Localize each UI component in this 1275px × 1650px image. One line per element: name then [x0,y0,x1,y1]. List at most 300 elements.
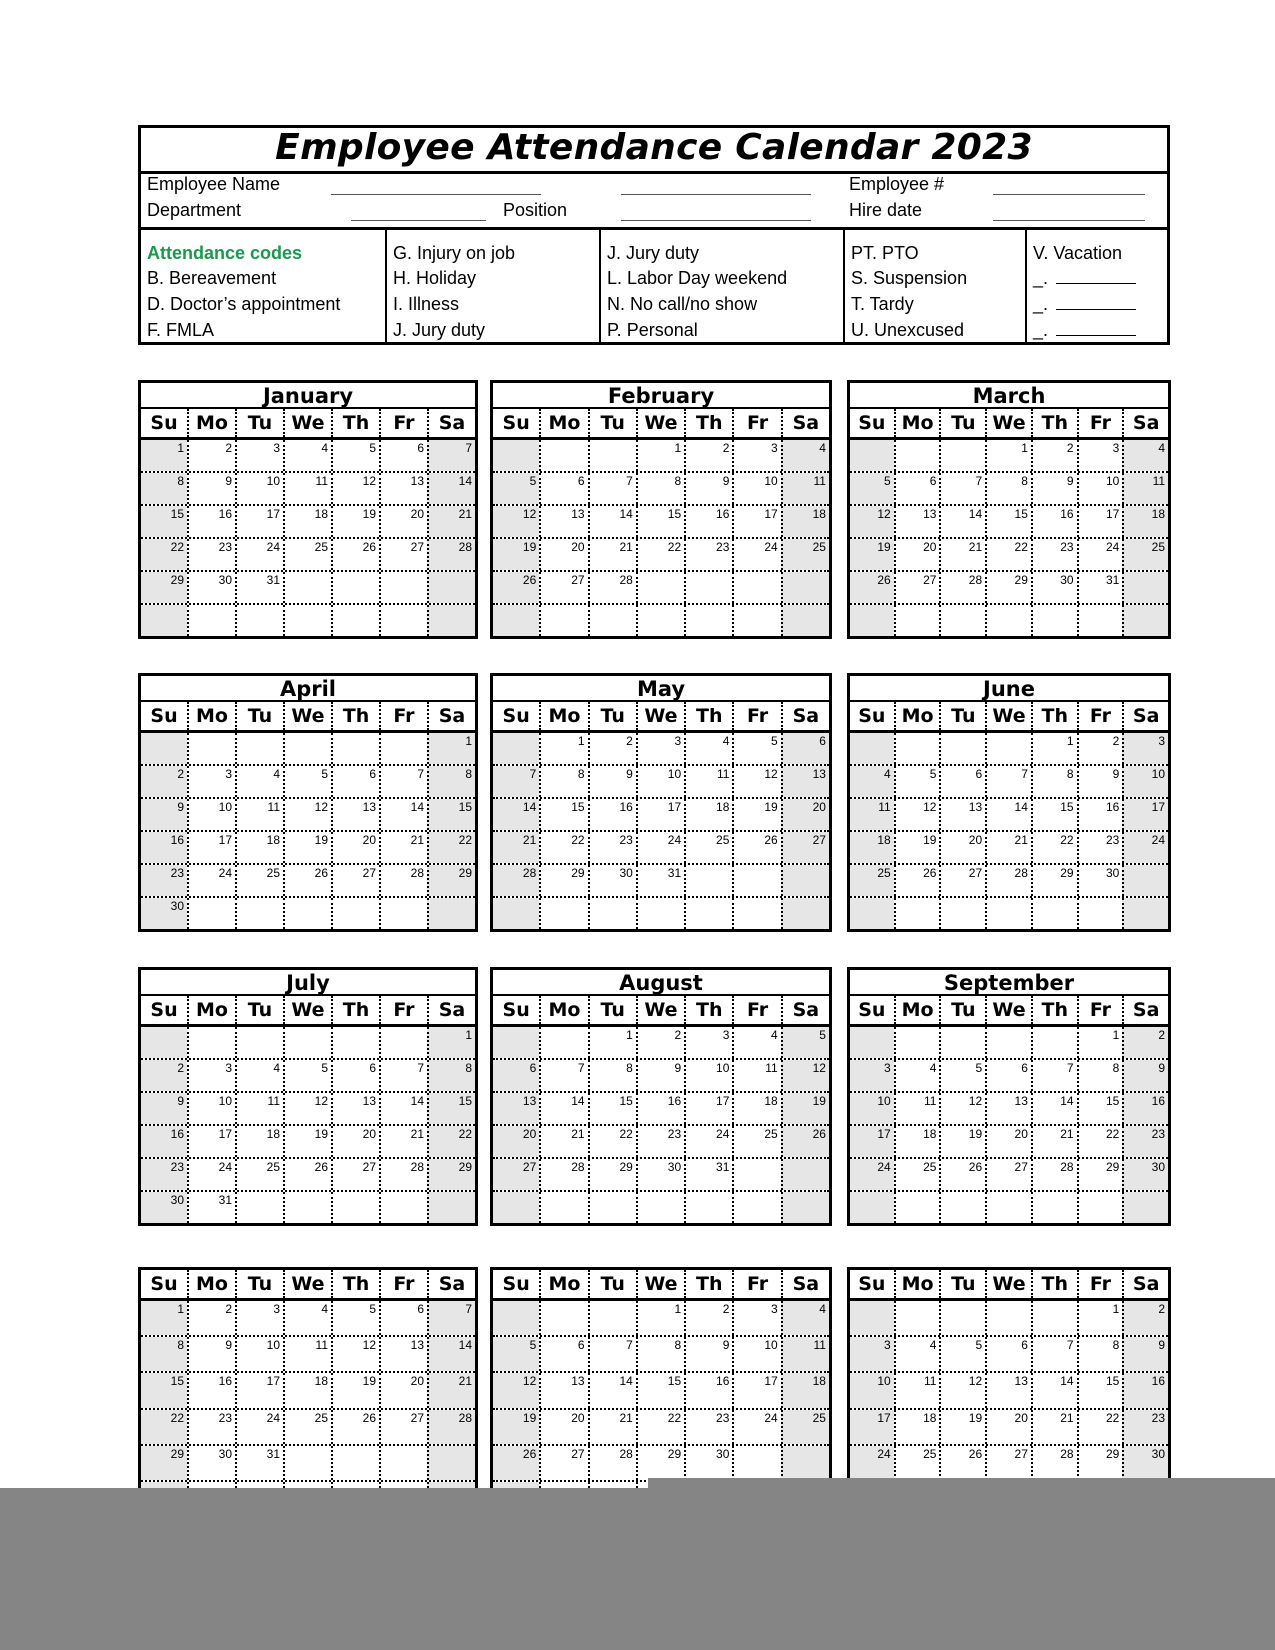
day-cell[interactable] [539,865,587,896]
day-cell[interactable] [187,865,235,896]
day-cell[interactable] [939,1060,985,1091]
day-cell[interactable] [1077,1060,1123,1091]
day-cell[interactable] [781,1301,829,1335]
day-cell[interactable] [636,1126,684,1157]
day-cell[interactable] [732,799,780,830]
day-cell[interactable] [850,733,894,764]
day-cell[interactable] [1031,1373,1077,1407]
day-cell[interactable] [894,572,940,603]
day-cell[interactable] [684,766,732,797]
day-cell[interactable] [1122,1126,1168,1157]
day-cell[interactable] [141,1337,187,1371]
day-cell[interactable] [781,1093,829,1124]
day-cell[interactable] [939,1027,985,1058]
day-cell[interactable] [539,1093,587,1124]
day-cell[interactable] [379,766,427,797]
day-cell[interactable] [939,799,985,830]
day-cell[interactable] [894,1060,940,1091]
day-cell[interactable] [235,506,283,537]
day-cell[interactable] [985,1337,1031,1371]
day-cell[interactable] [684,506,732,537]
day-cell[interactable] [985,1301,1031,1335]
day-cell[interactable] [636,799,684,830]
day-cell[interactable] [1077,1192,1123,1223]
day-cell[interactable] [1122,1060,1168,1091]
day-cell[interactable] [684,1373,732,1407]
day-cell[interactable] [1077,1093,1123,1124]
day-cell[interactable] [894,506,940,537]
day-cell[interactable] [331,1337,379,1371]
day-cell[interactable] [1122,1446,1168,1480]
day-cell[interactable] [427,605,475,636]
day-cell[interactable] [493,1446,539,1480]
day-cell[interactable] [141,1192,187,1223]
day-cell[interactable] [939,506,985,537]
day-cell[interactable] [781,1060,829,1091]
day-cell[interactable] [732,572,780,603]
day-cell[interactable] [939,473,985,504]
employee-number-line[interactable] [993,194,1145,195]
day-cell[interactable] [187,605,235,636]
day-cell[interactable] [187,832,235,863]
day-cell[interactable] [331,832,379,863]
day-cell[interactable] [894,1192,940,1223]
day-cell[interactable] [588,799,636,830]
day-cell[interactable] [141,539,187,570]
day-cell[interactable] [493,1192,539,1223]
day-cell[interactable] [894,865,940,896]
day-cell[interactable] [588,1159,636,1190]
day-cell[interactable] [141,506,187,537]
day-cell[interactable] [1077,832,1123,863]
day-cell[interactable] [1122,766,1168,797]
day-cell[interactable] [427,440,475,471]
day-cell[interactable] [1031,799,1077,830]
day-cell[interactable] [331,1126,379,1157]
day-cell[interactable] [235,1301,283,1335]
day-cell[interactable] [588,1446,636,1480]
day-cell[interactable] [283,898,331,929]
day-cell[interactable] [1031,1192,1077,1223]
day-cell[interactable] [781,1410,829,1444]
day-cell[interactable] [187,473,235,504]
day-cell[interactable] [539,539,587,570]
day-cell[interactable] [636,1410,684,1444]
day-cell[interactable] [141,1126,187,1157]
day-cell[interactable] [1077,799,1123,830]
day-cell[interactable] [283,733,331,764]
day-cell[interactable] [539,1027,587,1058]
day-cell[interactable] [539,1159,587,1190]
day-cell[interactable] [1031,1446,1077,1480]
day-cell[interactable] [331,799,379,830]
day-cell[interactable] [187,1446,235,1480]
day-cell[interactable] [187,1410,235,1444]
day-cell[interactable] [636,898,684,929]
day-cell[interactable] [1122,832,1168,863]
day-cell[interactable] [539,572,587,603]
day-cell[interactable] [539,440,587,471]
custom-code-line[interactable] [1056,269,1136,284]
day-cell[interactable] [684,865,732,896]
day-cell[interactable] [588,572,636,603]
day-cell[interactable] [636,605,684,636]
day-cell[interactable] [636,572,684,603]
day-cell[interactable] [493,605,539,636]
day-cell[interactable] [781,1337,829,1371]
day-cell[interactable] [493,832,539,863]
day-cell[interactable] [636,1027,684,1058]
day-cell[interactable] [187,539,235,570]
day-cell[interactable] [781,898,829,929]
day-cell[interactable] [732,1126,780,1157]
day-cell[interactable] [732,898,780,929]
day-cell[interactable] [939,1337,985,1371]
day-cell[interactable] [141,1446,187,1480]
day-cell[interactable] [283,605,331,636]
day-cell[interactable] [850,506,894,537]
day-cell[interactable] [894,1337,940,1371]
day-cell[interactable] [1031,766,1077,797]
day-cell[interactable] [588,832,636,863]
day-cell[interactable] [427,1301,475,1335]
day-cell[interactable] [379,605,427,636]
position-line[interactable] [621,220,811,221]
day-cell[interactable] [985,1373,1031,1407]
day-cell[interactable] [1031,832,1077,863]
day-cell[interactable] [141,1410,187,1444]
day-cell[interactable] [235,1337,283,1371]
day-cell[interactable] [493,799,539,830]
day-cell[interactable] [1122,1301,1168,1335]
day-cell[interactable] [1122,1373,1168,1407]
day-cell[interactable] [331,440,379,471]
day-cell[interactable] [732,766,780,797]
day-cell[interactable] [141,572,187,603]
day-cell[interactable] [331,733,379,764]
day-cell[interactable] [427,766,475,797]
day-cell[interactable] [283,506,331,537]
day-cell[interactable] [781,865,829,896]
day-cell[interactable] [850,1301,894,1335]
day-cell[interactable] [636,1337,684,1371]
day-cell[interactable] [1031,1093,1077,1124]
day-cell[interactable] [283,1337,331,1371]
day-cell[interactable] [684,1093,732,1124]
day-cell[interactable] [331,1027,379,1058]
day-cell[interactable] [235,733,283,764]
day-cell[interactable] [379,1446,427,1480]
day-cell[interactable] [939,1192,985,1223]
day-cell[interactable] [985,1410,1031,1444]
day-cell[interactable] [781,1192,829,1223]
day-cell[interactable] [732,865,780,896]
day-cell[interactable] [331,506,379,537]
day-cell[interactable] [850,865,894,896]
day-cell[interactable] [235,832,283,863]
day-cell[interactable] [939,572,985,603]
day-cell[interactable] [379,1301,427,1335]
day-cell[interactable] [187,1337,235,1371]
day-cell[interactable] [493,898,539,929]
day-cell[interactable] [588,1093,636,1124]
day-cell[interactable] [379,1192,427,1223]
day-cell[interactable] [636,865,684,896]
day-cell[interactable] [588,898,636,929]
day-cell[interactable] [379,1159,427,1190]
day-cell[interactable] [493,1373,539,1407]
day-cell[interactable] [235,898,283,929]
day-cell[interactable] [283,1446,331,1480]
day-cell[interactable] [588,1373,636,1407]
day-cell[interactable] [235,1027,283,1058]
day-cell[interactable] [732,832,780,863]
day-cell[interactable] [141,1093,187,1124]
day-cell[interactable] [283,799,331,830]
day-cell[interactable] [588,1060,636,1091]
day-cell[interactable] [1031,506,1077,537]
day-cell[interactable] [283,1301,331,1335]
day-cell[interactable] [894,832,940,863]
day-cell[interactable] [636,766,684,797]
day-cell[interactable] [427,898,475,929]
day-cell[interactable] [636,1301,684,1335]
day-cell[interactable] [141,1027,187,1058]
day-cell[interactable] [427,865,475,896]
day-cell[interactable] [379,1126,427,1157]
day-cell[interactable] [588,1126,636,1157]
day-cell[interactable] [636,1446,684,1480]
day-cell[interactable] [732,733,780,764]
day-cell[interactable] [684,1337,732,1371]
day-cell[interactable] [331,1301,379,1335]
day-cell[interactable] [235,1060,283,1091]
day-cell[interactable] [939,1093,985,1124]
day-cell[interactable] [427,1410,475,1444]
day-cell[interactable] [427,832,475,863]
day-cell[interactable] [588,766,636,797]
day-cell[interactable] [283,1192,331,1223]
day-cell[interactable] [141,766,187,797]
day-cell[interactable] [427,1446,475,1480]
day-cell[interactable] [850,605,894,636]
day-cell[interactable] [331,1446,379,1480]
day-cell[interactable] [283,1060,331,1091]
day-cell[interactable] [684,1301,732,1335]
day-cell[interactable] [588,1192,636,1223]
day-cell[interactable] [493,539,539,570]
day-cell[interactable] [1122,1159,1168,1190]
day-cell[interactable] [1077,539,1123,570]
day-cell[interactable] [588,506,636,537]
day-cell[interactable] [379,865,427,896]
day-cell[interactable] [235,1126,283,1157]
day-cell[interactable] [1031,539,1077,570]
day-cell[interactable] [539,766,587,797]
day-cell[interactable] [187,506,235,537]
day-cell[interactable] [636,832,684,863]
day-cell[interactable] [331,1192,379,1223]
day-cell[interactable] [1031,605,1077,636]
day-cell[interactable] [493,1301,539,1335]
day-cell[interactable] [850,832,894,863]
day-cell[interactable] [636,733,684,764]
day-cell[interactable] [235,1159,283,1190]
day-cell[interactable] [1122,1093,1168,1124]
day-cell[interactable] [379,572,427,603]
day-cell[interactable] [1077,440,1123,471]
day-cell[interactable] [235,572,283,603]
day-cell[interactable] [684,799,732,830]
day-cell[interactable] [331,605,379,636]
day-cell[interactable] [894,1373,940,1407]
day-cell[interactable] [850,1027,894,1058]
day-cell[interactable] [379,1093,427,1124]
day-cell[interactable] [283,865,331,896]
day-cell[interactable] [379,1027,427,1058]
day-cell[interactable] [1031,1410,1077,1444]
day-cell[interactable] [379,799,427,830]
day-cell[interactable] [235,440,283,471]
day-cell[interactable] [235,473,283,504]
day-cell[interactable] [539,1373,587,1407]
day-cell[interactable] [187,733,235,764]
day-cell[interactable] [427,473,475,504]
day-cell[interactable] [684,1446,732,1480]
day-cell[interactable] [235,1410,283,1444]
day-cell[interactable] [187,766,235,797]
day-cell[interactable] [493,473,539,504]
day-cell[interactable] [894,766,940,797]
day-cell[interactable] [732,1159,780,1190]
day-cell[interactable] [1122,506,1168,537]
day-cell[interactable] [894,539,940,570]
day-cell[interactable] [141,473,187,504]
day-cell[interactable] [850,473,894,504]
day-cell[interactable] [539,799,587,830]
day-cell[interactable] [141,1373,187,1407]
day-cell[interactable] [1122,539,1168,570]
day-cell[interactable] [985,799,1031,830]
day-cell[interactable] [939,898,985,929]
day-cell[interactable] [850,1093,894,1124]
day-cell[interactable] [493,1159,539,1190]
day-cell[interactable] [187,1373,235,1407]
day-cell[interactable] [1077,733,1123,764]
day-cell[interactable] [781,1027,829,1058]
day-cell[interactable] [850,1410,894,1444]
day-cell[interactable] [985,539,1031,570]
day-cell[interactable] [1031,1159,1077,1190]
day-cell[interactable] [235,1093,283,1124]
day-cell[interactable] [781,605,829,636]
day-cell[interactable] [331,572,379,603]
day-cell[interactable] [850,572,894,603]
day-cell[interactable] [1077,506,1123,537]
day-cell[interactable] [493,733,539,764]
day-cell[interactable] [985,572,1031,603]
day-cell[interactable] [939,605,985,636]
day-cell[interactable] [1031,1060,1077,1091]
day-cell[interactable] [331,1410,379,1444]
day-cell[interactable] [283,766,331,797]
day-cell[interactable] [1077,605,1123,636]
day-cell[interactable] [427,799,475,830]
day-cell[interactable] [427,539,475,570]
day-cell[interactable] [187,1301,235,1335]
day-cell[interactable] [1077,1027,1123,1058]
day-cell[interactable] [781,799,829,830]
day-cell[interactable] [636,473,684,504]
custom-code-slot[interactable] [1033,319,1136,341]
day-cell[interactable] [894,1027,940,1058]
day-cell[interactable] [1122,733,1168,764]
day-cell[interactable] [331,766,379,797]
day-cell[interactable] [187,1126,235,1157]
custom-code-slot[interactable] [1033,293,1136,315]
day-cell[interactable] [588,1301,636,1335]
day-cell[interactable] [985,440,1031,471]
day-cell[interactable] [283,1093,331,1124]
day-cell[interactable] [732,539,780,570]
day-cell[interactable] [939,766,985,797]
day-cell[interactable] [539,733,587,764]
day-cell[interactable] [141,1060,187,1091]
day-cell[interactable] [732,1410,780,1444]
day-cell[interactable] [781,766,829,797]
day-cell[interactable] [283,832,331,863]
employee-name-line-2[interactable] [621,194,811,195]
day-cell[interactable] [1122,572,1168,603]
day-cell[interactable] [636,539,684,570]
day-cell[interactable] [894,1126,940,1157]
day-cell[interactable] [1122,473,1168,504]
day-cell[interactable] [427,733,475,764]
day-cell[interactable] [539,1446,587,1480]
day-cell[interactable] [1031,473,1077,504]
day-cell[interactable] [850,1159,894,1190]
day-cell[interactable] [894,1301,940,1335]
day-cell[interactable] [894,799,940,830]
day-cell[interactable] [588,865,636,896]
day-cell[interactable] [985,506,1031,537]
day-cell[interactable] [1077,1301,1123,1335]
day-cell[interactable] [684,898,732,929]
day-cell[interactable] [539,506,587,537]
day-cell[interactable] [493,1126,539,1157]
day-cell[interactable] [732,473,780,504]
day-cell[interactable] [331,1060,379,1091]
day-cell[interactable] [141,440,187,471]
day-cell[interactable] [493,1337,539,1371]
day-cell[interactable] [427,1060,475,1091]
day-cell[interactable] [427,1027,475,1058]
day-cell[interactable] [427,506,475,537]
day-cell[interactable] [894,733,940,764]
day-cell[interactable] [493,1093,539,1124]
day-cell[interactable] [141,1159,187,1190]
day-cell[interactable] [1077,572,1123,603]
day-cell[interactable] [985,1093,1031,1124]
day-cell[interactable] [939,1301,985,1335]
day-cell[interactable] [283,1410,331,1444]
day-cell[interactable] [684,1159,732,1190]
day-cell[interactable] [732,1373,780,1407]
day-cell[interactable] [427,1192,475,1223]
day-cell[interactable] [493,440,539,471]
custom-code-slot[interactable] [1033,267,1136,289]
day-cell[interactable] [1077,1159,1123,1190]
